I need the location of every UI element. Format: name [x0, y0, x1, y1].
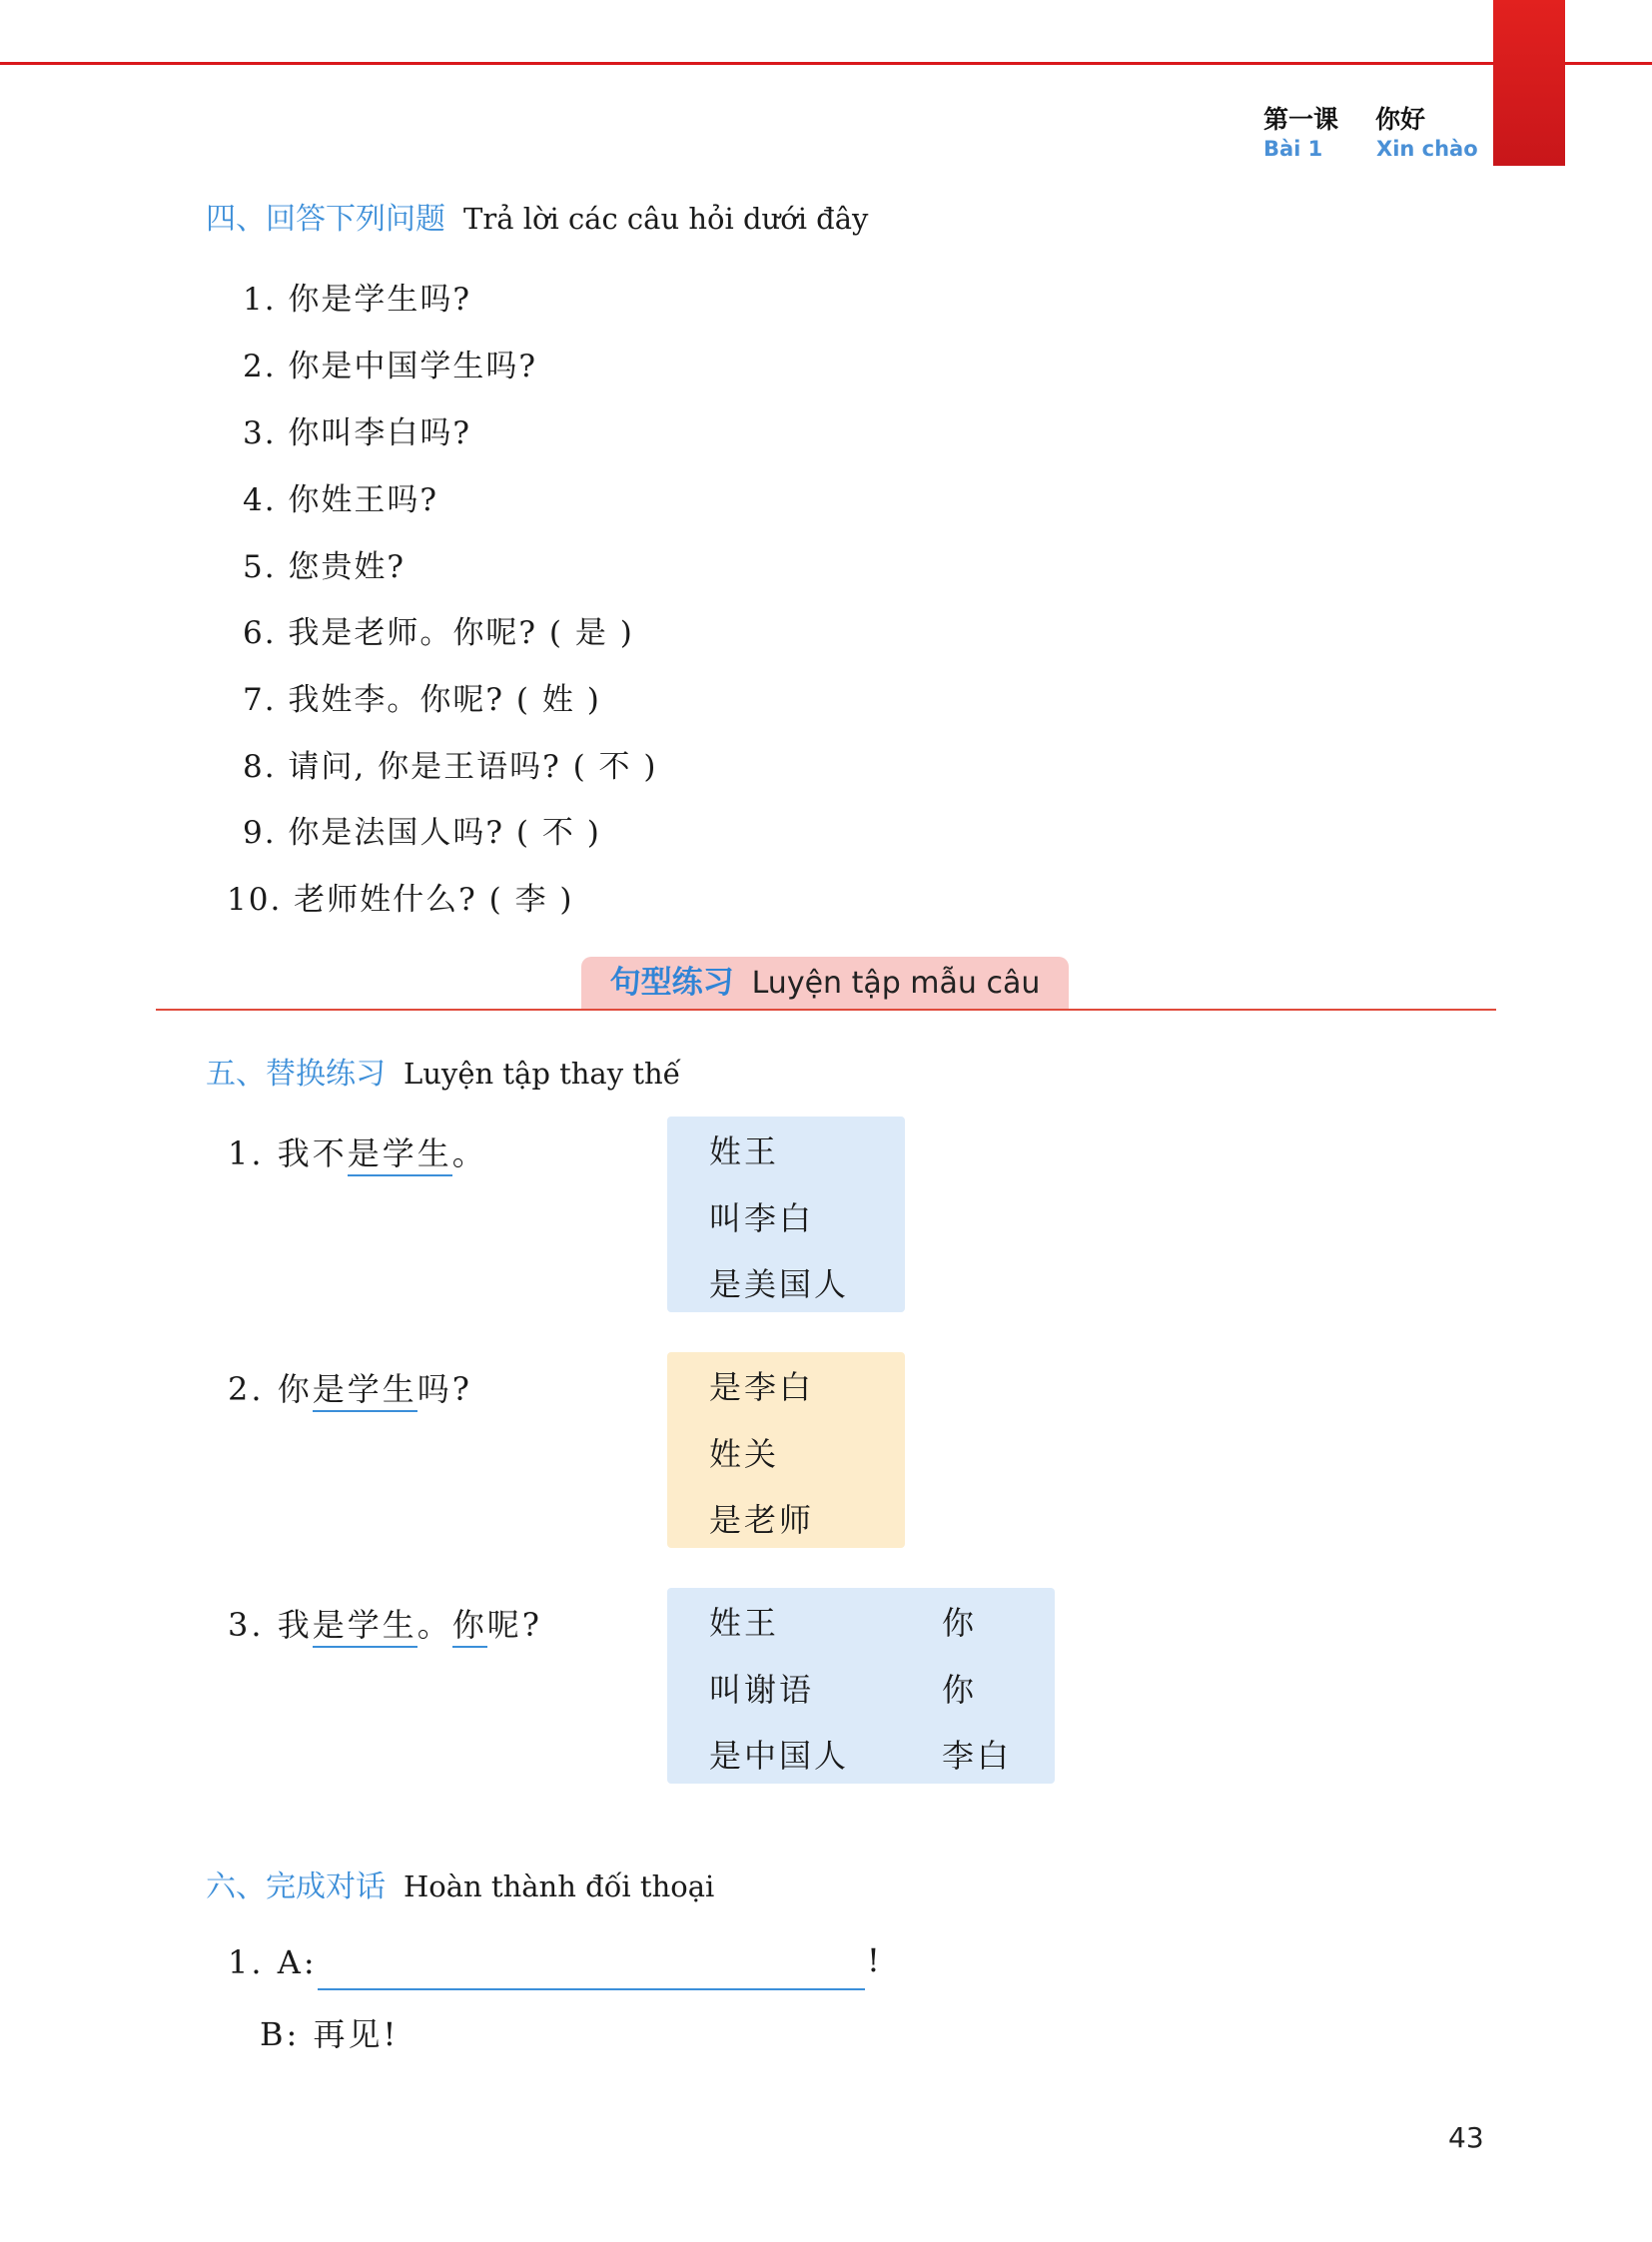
option: 叫谢语 — [709, 1671, 815, 1709]
option: 是李白 — [709, 1368, 815, 1406]
sentence-text: 。 — [416, 1606, 452, 1644]
option: 你 — [942, 1671, 978, 1709]
dialogue-line-b: B: 再见! — [260, 2015, 400, 2053]
answer-blank[interactable] — [318, 1988, 865, 1990]
substitution-slot: 是学生 — [313, 1370, 417, 1412]
substitution-slot: 是学生 — [313, 1606, 417, 1648]
pattern-practice-banner — [581, 957, 1069, 1009]
question-1: 1. 你是学生吗? — [243, 282, 472, 318]
substitution-box-3 — [667, 1588, 1055, 1784]
option: 姓关 — [709, 1435, 780, 1473]
question-8: 8. 请问, 你是王语吗? ( 不 ) — [243, 749, 658, 785]
question-9: 9. 你是法国人吗? ( 不 ) — [243, 815, 601, 851]
lesson-number-cn: 第一课 — [1263, 105, 1339, 134]
section4-title-vn: Trả lời các câu hỏi dưới đây — [463, 202, 869, 236]
sentence-text: 你 — [277, 1370, 313, 1408]
section4-title — [206, 194, 868, 238]
option: 是美国人 — [709, 1265, 850, 1303]
banner-title-cn: 句型练习 — [609, 965, 734, 1001]
question-10: 10. 老师姓什么? ( 李 ) — [227, 882, 574, 918]
question-3: 3. 你叫李白吗? — [243, 415, 472, 451]
header-rule — [0, 62, 1652, 65]
substitution-box-2 — [667, 1352, 905, 1548]
section5-title-cn: 五、替换练习 — [206, 1057, 386, 1092]
section6-title — [206, 1862, 714, 1905]
option: 姓王 — [709, 1604, 780, 1642]
question-5: 5. 您贵姓? — [243, 549, 407, 585]
dialogue-line-a-end: ! — [867, 1941, 883, 1979]
substitution-sentence-2 — [228, 1364, 472, 1410]
item-number: 3. — [228, 1606, 265, 1644]
substitution-box-1 — [667, 1117, 905, 1312]
sentence-text: 。 — [451, 1134, 487, 1172]
section5-title-vn: Luyện tập thay thế — [404, 1057, 681, 1091]
option: 李白 — [942, 1737, 1013, 1775]
option: 叫李白 — [709, 1199, 815, 1237]
option: 你 — [942, 1604, 978, 1642]
lesson-title-vn: Xin chào — [1376, 137, 1478, 161]
question-4: 4. 你姓王吗? — [243, 482, 439, 518]
item-number: 1. — [228, 1134, 265, 1172]
substitution-sentence-3 — [228, 1600, 542, 1646]
sentence-text: 吗? — [416, 1370, 472, 1408]
sentence-text: 我 — [277, 1606, 313, 1644]
question-7: 7. 我姓李。你呢? ( 姓 ) — [243, 682, 601, 718]
banner-title-vn: Luyện tập mẫu câu — [751, 966, 1041, 1001]
sentence-text: 我不 — [277, 1134, 348, 1172]
section5-title — [206, 1049, 681, 1093]
option: 姓王 — [709, 1132, 780, 1170]
option: 是老师 — [709, 1501, 815, 1539]
banner-rule — [156, 1009, 1496, 1011]
page-number: 43 — [1448, 2121, 1484, 2154]
chapter-tab — [1493, 0, 1565, 166]
option: 是中国人 — [709, 1737, 850, 1775]
lesson-title-cn: 你好 — [1375, 105, 1426, 134]
item-number: 2. — [228, 1370, 265, 1408]
dialogue-line-a: 1. A: — [228, 1943, 318, 1981]
section4-title-cn: 四、回答下列问题 — [206, 202, 445, 237]
lesson-number-vn: Bài 1 — [1263, 137, 1323, 161]
question-6: 6. 我是老师。你呢? ( 是 ) — [243, 615, 634, 651]
sentence-text: 呢? — [486, 1606, 542, 1644]
question-2: 2. 你是中国学生吗? — [243, 349, 538, 384]
substitution-slot: 是学生 — [348, 1134, 452, 1176]
section6-title-cn: 六、完成对话 — [206, 1869, 386, 1904]
substitution-sentence-1 — [228, 1128, 487, 1174]
section6-title-vn: Hoàn thành đối thoại — [404, 1869, 715, 1903]
substitution-slot: 你 — [452, 1606, 487, 1648]
